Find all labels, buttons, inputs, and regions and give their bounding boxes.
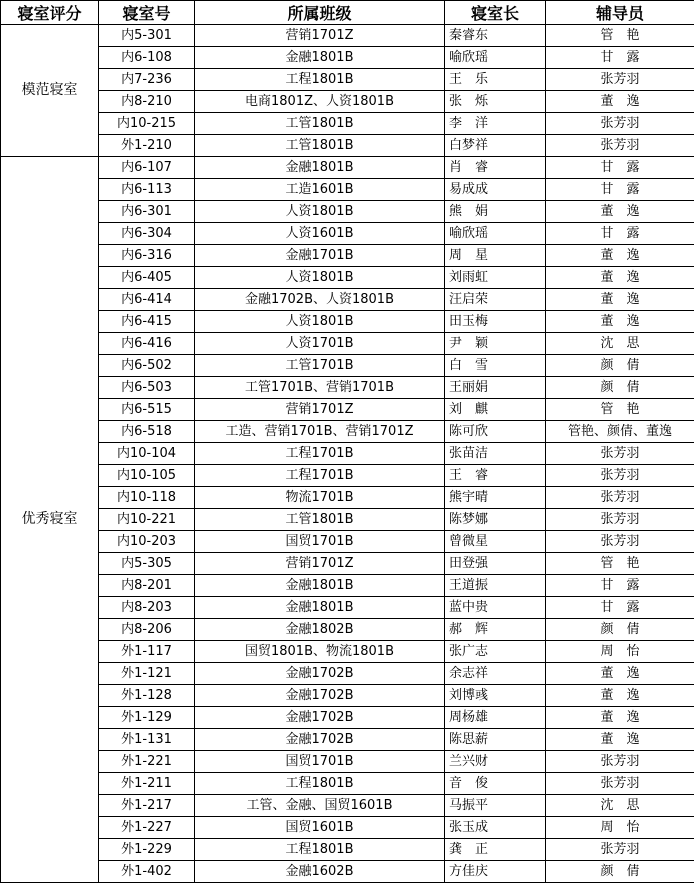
room-cell: 外1-131 — [99, 729, 195, 751]
leader-cell: 陈梦娜 — [445, 509, 546, 531]
tutor-cell: 甘 露 — [546, 47, 694, 69]
tutor-cell: 董 逸 — [546, 267, 694, 289]
class-cell: 工程1701B — [195, 465, 445, 487]
room-cell: 外1-229 — [99, 839, 195, 861]
table-row — [1, 619, 694, 641]
tutor-cell: 张芳羽 — [546, 509, 694, 531]
table-row — [1, 377, 694, 399]
tutor-cell: 董 逸 — [546, 91, 694, 113]
room-cell: 内6-301 — [99, 201, 195, 223]
tutor-cell: 张芳羽 — [546, 465, 694, 487]
room-cell: 内6-405 — [99, 267, 195, 289]
table-row — [1, 663, 694, 685]
leader-cell: 熊宇晴 — [445, 487, 546, 509]
leader-cell: 秦睿东 — [445, 25, 546, 47]
class-cell: 国贸1801B、物流1801B — [195, 641, 445, 663]
leader-cell: 田玉梅 — [445, 311, 546, 333]
room-cell: 内5-301 — [99, 25, 195, 47]
tutor-cell: 张芳羽 — [546, 113, 694, 135]
tutor-cell: 张芳羽 — [546, 443, 694, 465]
class-cell: 工管1801B — [195, 135, 445, 157]
class-cell: 金融1801B — [195, 597, 445, 619]
room-cell: 外1-211 — [99, 773, 195, 795]
tutor-cell: 甘 露 — [546, 157, 694, 179]
leader-cell: 喻欣瑶 — [445, 47, 546, 69]
header-rating: 寝室评分 — [1, 1, 99, 25]
class-cell: 工程1801B — [195, 839, 445, 861]
tutor-cell: 周 怡 — [546, 817, 694, 839]
leader-cell: 白梦祥 — [445, 135, 546, 157]
class-cell: 工程1701B — [195, 443, 445, 465]
class-cell: 金融1801B — [195, 47, 445, 69]
tutor-cell: 甘 露 — [546, 223, 694, 245]
table-row — [1, 839, 694, 861]
leader-cell: 音 俊 — [445, 773, 546, 795]
room-cell: 外1-121 — [99, 663, 195, 685]
tutor-cell: 董 逸 — [546, 245, 694, 267]
leader-cell: 兰兴财 — [445, 751, 546, 773]
room-cell: 内6-502 — [99, 355, 195, 377]
class-cell: 国贸1601B — [195, 817, 445, 839]
class-cell: 金融1702B — [195, 685, 445, 707]
tutor-cell: 沈 思 — [546, 795, 694, 817]
class-cell: 工造1601B — [195, 179, 445, 201]
room-cell: 内10-203 — [99, 531, 195, 553]
class-cell: 金融1702B — [195, 729, 445, 751]
room-cell: 内10-104 — [99, 443, 195, 465]
leader-cell: 余志祥 — [445, 663, 546, 685]
room-cell: 内6-503 — [99, 377, 195, 399]
leader-cell: 马振平 — [445, 795, 546, 817]
leader-cell: 李 洋 — [445, 113, 546, 135]
header-row — [1, 1, 694, 25]
room-cell: 内6-416 — [99, 333, 195, 355]
leader-cell: 王丽娟 — [445, 377, 546, 399]
table-row — [1, 531, 694, 553]
tutor-cell: 管 艳 — [546, 399, 694, 421]
room-cell: 内6-518 — [99, 421, 195, 443]
class-cell: 金融1801B — [195, 157, 445, 179]
room-cell: 内6-108 — [99, 47, 195, 69]
class-cell: 人资1601B — [195, 223, 445, 245]
leader-cell: 熊 娟 — [445, 201, 546, 223]
leader-cell: 王 乐 — [445, 69, 546, 91]
leader-cell: 张广志 — [445, 641, 546, 663]
table-row — [1, 509, 694, 531]
table-row — [1, 245, 694, 267]
room-cell: 外1-402 — [99, 861, 195, 883]
room-cell: 内6-415 — [99, 311, 195, 333]
table-row — [1, 267, 694, 289]
leader-cell: 王 睿 — [445, 465, 546, 487]
leader-cell: 张苗洁 — [445, 443, 546, 465]
class-cell: 营销1701Z — [195, 25, 445, 47]
tutor-cell: 张芳羽 — [546, 69, 694, 91]
table-row — [1, 113, 694, 135]
room-cell: 内6-316 — [99, 245, 195, 267]
room-cell: 内8-203 — [99, 597, 195, 619]
class-cell: 金融1802B — [195, 619, 445, 641]
header-room: 寝室号 — [99, 1, 195, 25]
tutor-cell: 董 逸 — [546, 707, 694, 729]
table-row — [1, 135, 694, 157]
class-cell: 人资1801B — [195, 311, 445, 333]
tutor-cell: 张芳羽 — [546, 531, 694, 553]
class-cell: 国贸1701B — [195, 531, 445, 553]
leader-cell: 张 烁 — [445, 91, 546, 113]
table-row — [1, 289, 694, 311]
tutor-cell: 董 逸 — [546, 685, 694, 707]
leader-cell: 尹 颖 — [445, 333, 546, 355]
leader-cell: 王道振 — [445, 575, 546, 597]
class-cell: 工管1801B — [195, 509, 445, 531]
class-cell: 人资1801B — [195, 201, 445, 223]
room-cell: 内6-414 — [99, 289, 195, 311]
class-cell: 金融1702B — [195, 707, 445, 729]
leader-cell: 蓝中贵 — [445, 597, 546, 619]
room-cell: 外1-210 — [99, 135, 195, 157]
table-row — [1, 465, 694, 487]
header-tutor: 辅导员 — [546, 1, 694, 25]
table-row — [1, 223, 694, 245]
room-cell: 内10-105 — [99, 465, 195, 487]
leader-cell: 汪启荣 — [445, 289, 546, 311]
tutor-cell: 甘 露 — [546, 179, 694, 201]
leader-cell: 陈思薪 — [445, 729, 546, 751]
table-row — [1, 795, 694, 817]
class-cell: 金融1702B、人资1801B — [195, 289, 445, 311]
class-cell: 工管1801B — [195, 113, 445, 135]
table-row — [1, 817, 694, 839]
room-cell: 外1-128 — [99, 685, 195, 707]
tutor-cell: 管 艳 — [546, 553, 694, 575]
room-cell: 内6-113 — [99, 179, 195, 201]
room-cell: 内6-304 — [99, 223, 195, 245]
table-row — [1, 575, 694, 597]
leader-cell: 龚 正 — [445, 839, 546, 861]
room-cell: 内6-515 — [99, 399, 195, 421]
table-row — [1, 333, 694, 355]
room-cell: 内8-210 — [99, 91, 195, 113]
table-header — [1, 1, 694, 25]
leader-cell: 易成成 — [445, 179, 546, 201]
class-cell: 工管1701B — [195, 355, 445, 377]
leader-cell: 郝 辉 — [445, 619, 546, 641]
table-row — [1, 421, 694, 443]
room-cell: 外1-217 — [99, 795, 195, 817]
class-cell: 工管、金融、国贸1601B — [195, 795, 445, 817]
room-cell: 内10-221 — [99, 509, 195, 531]
tutor-cell: 周 怡 — [546, 641, 694, 663]
leader-cell: 方佳庆 — [445, 861, 546, 883]
room-cell: 内7-236 — [99, 69, 195, 91]
class-cell: 电商1801Z、人资1801B — [195, 91, 445, 113]
class-cell: 工程1801B — [195, 773, 445, 795]
table-row — [1, 685, 694, 707]
class-cell: 营销1701Z — [195, 399, 445, 421]
room-cell: 内8-201 — [99, 575, 195, 597]
leader-cell: 白 雪 — [445, 355, 546, 377]
table-body — [1, 25, 694, 883]
table-row — [1, 355, 694, 377]
room-cell: 内8-206 — [99, 619, 195, 641]
leader-cell: 喻欣瑶 — [445, 223, 546, 245]
table-row — [1, 25, 694, 47]
table-row — [1, 179, 694, 201]
tutor-cell: 董 逸 — [546, 289, 694, 311]
room-cell: 内10-215 — [99, 113, 195, 135]
table-row — [1, 311, 694, 333]
class-cell: 人资1701B — [195, 333, 445, 355]
tutor-cell: 管 艳 — [546, 25, 694, 47]
category-cell: 模范寝室 — [1, 25, 99, 157]
tutor-cell: 张芳羽 — [546, 751, 694, 773]
room-cell: 外1-117 — [99, 641, 195, 663]
table-row — [1, 201, 694, 223]
room-cell: 外1-227 — [99, 817, 195, 839]
tutor-cell: 颜 倩 — [546, 619, 694, 641]
tutor-cell: 甘 露 — [546, 575, 694, 597]
table-row — [1, 751, 694, 773]
class-cell: 营销1701Z — [195, 553, 445, 575]
table-row — [1, 399, 694, 421]
table-row — [1, 861, 694, 883]
class-cell: 人资1801B — [195, 267, 445, 289]
leader-cell: 曾微星 — [445, 531, 546, 553]
table-row — [1, 487, 694, 509]
leader-cell: 刘 麒 — [445, 399, 546, 421]
table-row — [1, 641, 694, 663]
leader-cell: 刘博彧 — [445, 685, 546, 707]
table-row — [1, 707, 694, 729]
class-cell: 物流1701B — [195, 487, 445, 509]
tutor-cell: 张芳羽 — [546, 773, 694, 795]
tutor-cell: 甘 露 — [546, 597, 694, 619]
table-row — [1, 729, 694, 751]
tutor-cell: 董 逸 — [546, 201, 694, 223]
leader-cell: 陈可欣 — [445, 421, 546, 443]
class-cell: 国贸1701B — [195, 751, 445, 773]
tutor-cell: 张芳羽 — [546, 839, 694, 861]
table-row — [1, 91, 694, 113]
tutor-cell: 颜 倩 — [546, 355, 694, 377]
class-cell: 工程1801B — [195, 69, 445, 91]
tutor-cell: 董 逸 — [546, 663, 694, 685]
tutor-cell: 沈 思 — [546, 333, 694, 355]
tutor-cell: 董 逸 — [546, 729, 694, 751]
room-cell: 外1-129 — [99, 707, 195, 729]
room-cell: 内5-305 — [99, 553, 195, 575]
room-cell: 外1-221 — [99, 751, 195, 773]
leader-cell: 张玉成 — [445, 817, 546, 839]
table-row — [1, 69, 694, 91]
tutor-cell: 张芳羽 — [546, 487, 694, 509]
leader-cell: 刘雨虹 — [445, 267, 546, 289]
class-cell: 金融1702B — [195, 663, 445, 685]
class-cell: 金融1801B — [195, 575, 445, 597]
tutor-cell: 张芳羽 — [546, 135, 694, 157]
tutor-cell: 管艳、颜倩、董逸 — [546, 421, 694, 443]
tutor-cell: 颜 倩 — [546, 861, 694, 883]
header-leader: 寝室长 — [445, 1, 546, 25]
table-row — [1, 553, 694, 575]
table-row — [1, 597, 694, 619]
tutor-cell: 颜 倩 — [546, 377, 694, 399]
leader-cell: 田登强 — [445, 553, 546, 575]
category-cell: 优秀寝室 — [1, 157, 99, 883]
leader-cell: 周杨雄 — [445, 707, 546, 729]
room-cell: 内10-118 — [99, 487, 195, 509]
class-cell: 金融1701B — [195, 245, 445, 267]
leader-cell: 周 星 — [445, 245, 546, 267]
tutor-cell: 董 逸 — [546, 311, 694, 333]
room-cell: 内6-107 — [99, 157, 195, 179]
header-class: 所属班级 — [195, 1, 445, 25]
table-row — [1, 47, 694, 69]
leader-cell: 肖 睿 — [445, 157, 546, 179]
table-row — [1, 443, 694, 465]
table-row — [1, 157, 694, 179]
table-row — [1, 773, 694, 795]
class-cell: 工造、营销1701B、营销1701Z — [195, 421, 445, 443]
class-cell: 工管1701B、营销1701B — [195, 377, 445, 399]
class-cell: 金融1602B — [195, 861, 445, 883]
